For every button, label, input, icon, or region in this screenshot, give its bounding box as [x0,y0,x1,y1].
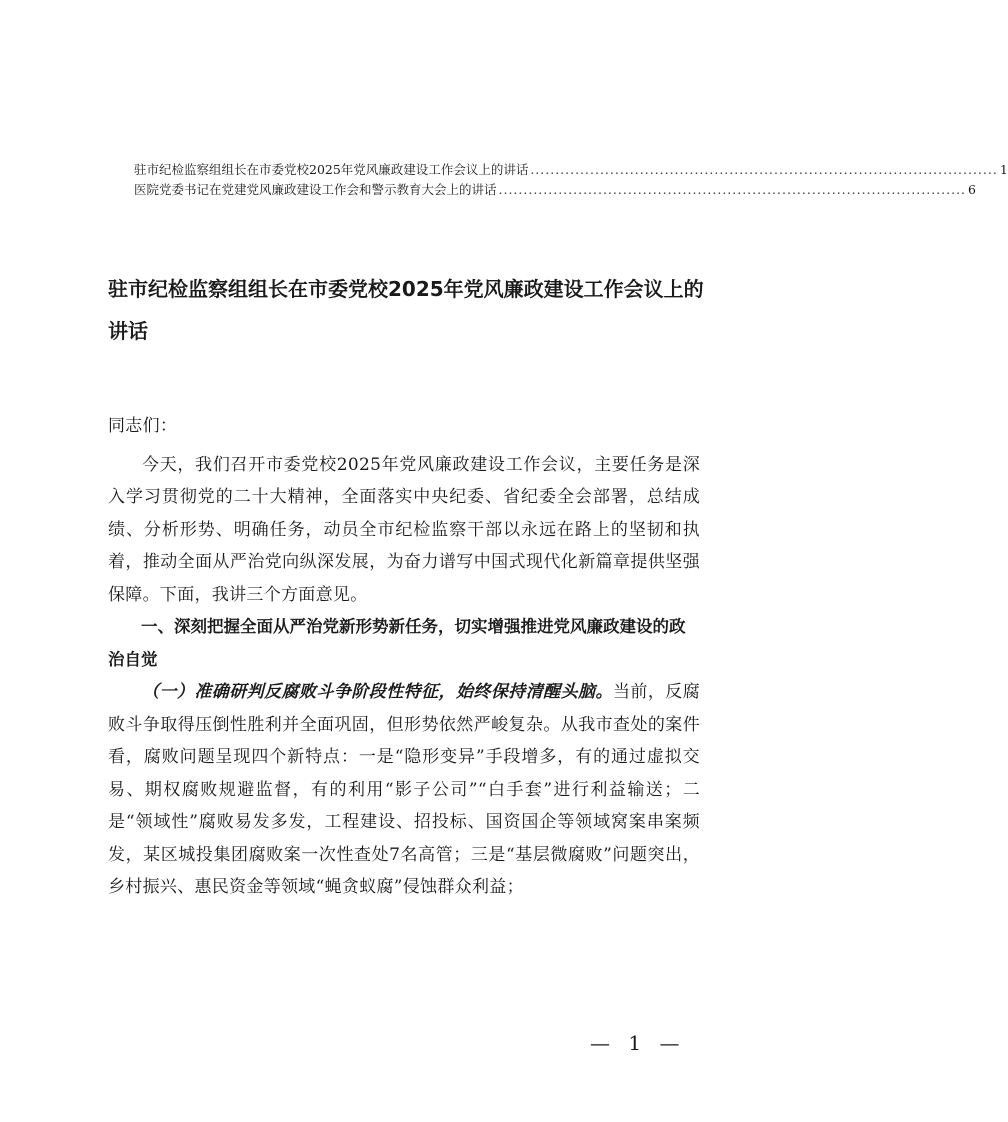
page-number: — 1 — [590,1031,686,1055]
subsection-lead: （一）准确研判反腐败斗争阶段性特征，始终保持清醒头脑。 [142,682,613,702]
toc-entry-page: 6 [968,182,976,197]
toc-entry-1[interactable] [134,160,1008,180]
salutation: 同志们： [108,416,178,436]
document-title: 驻市纪检监察组组长在市委党校2025年党风廉政建设工作会议上的讲话 [108,277,704,343]
toc-leader-dots: .............................................................................................. [530,162,998,177]
document-body [108,410,700,904]
toc-entry-page: 1 [999,162,1008,177]
subsection-body: 当前，反腐败斗争取得压倒性胜利并全面巩固，但形势依然严峻复杂。从我市查处的案件看，腐败问题呈现四个新特点：一是“隐形变异”手段增多，有的通过虚拟交易、期权腐败规避监督，有的利用“影子公司”“白手套”进行利益输送；二是“领域性”腐败易发多发，工程建设、招投标、国资国企等领域窝案串案频发，某区城投集团腐败案一次性查处7名高管；三是“基层微腐败”问题突出，乡村振兴、惠民资金等领域“蝇贪蚁腐”侵蚀群众利益； [108,682,701,897]
section-heading-1: 一、深刻把握全面从严治党新形势新任务，切实增强推进党风廉政建设的政治自觉 [108,617,686,669]
toc-entry-2[interactable] [134,180,976,200]
intro-paragraph: 今天，我们召开市委党校2025年党风廉政建设工作会议，主要任务是深入学习贯彻党的二十大精神，全面落实中央纪委、省纪委全会部署，总结成绩、分析形势、明确任务，动员全市纪检监察干部以永远在路上的坚韧和执着，推动全面从严治党向纵深发展，为奋力谱写中国式现代化新篇章提供坚强保障。下面，我讲三个方面意见。 [108,454,700,605]
toc-leader-dots: .............................................................................................. [498,182,967,197]
table-of-contents [134,160,1008,200]
toc-entry-title: 驻市纪检监察组组长在市委党校2025年党风廉政建设工作会议上的讲话 [134,162,529,177]
toc-entry-title: 医院党委书记在党建党风廉政建设工作会和警示教育大会上的讲话 [134,182,497,197]
subsection-paragraph-1 [108,676,700,904]
